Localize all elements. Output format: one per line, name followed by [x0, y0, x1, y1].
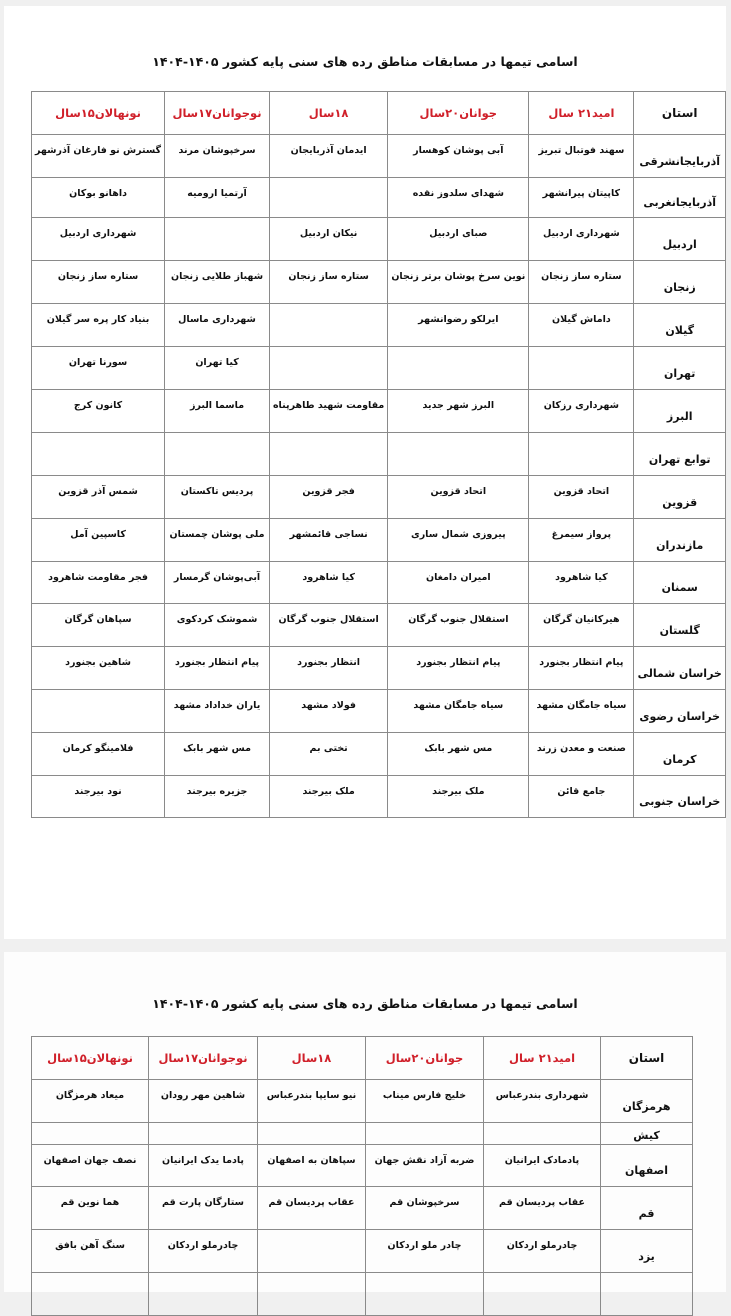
team-cell-nonahalan15: شهرداری اردبیل — [32, 218, 165, 261]
team-cell-omid21: پرواز سیمرغ — [529, 519, 634, 562]
team-cell-age18 — [258, 1230, 366, 1273]
province-cell: هرمزگان — [601, 1080, 693, 1123]
table-row — [32, 390, 726, 433]
table-row — [32, 135, 726, 178]
document-page-1 — [4, 6, 726, 939]
province-cell: زنجان — [634, 261, 726, 304]
table-row — [32, 1123, 693, 1145]
province-cell: تهران — [634, 347, 726, 390]
table-row — [32, 1145, 693, 1187]
team-cell-javanan20: اتحاد قزوین — [388, 476, 529, 519]
team-cell-omid21: هیرکانیان گرگان — [529, 604, 634, 647]
team-cell-javanan20: شهدای سلدوز نقده — [388, 178, 529, 218]
team-cell-nojavanan17: یاران خداداد مشهد — [165, 690, 270, 733]
team-cell-nojavanan17: شهباز طلایی زنجان — [165, 261, 270, 304]
team-cell-nonahalan15: فلامینگو کرمان — [32, 733, 165, 776]
team-cell-javanan20: ملک بیرجند — [388, 776, 529, 818]
team-cell-age18: تختی بم — [269, 733, 387, 776]
province-cell: کرمان — [634, 733, 726, 776]
team-cell-javanan20: ایرلکو رضوانشهر — [388, 304, 529, 347]
province-cell: سمنان — [634, 562, 726, 604]
team-cell-age18: استقلال جنوب گرگان — [269, 604, 387, 647]
page-title: اسامی تیمها در مسابقات مناطق رده های سنی پایه کشور ۱۴۰۵-۱۴۰۴ — [152, 54, 578, 69]
province-cell: گلستان — [634, 604, 726, 647]
team-cell-omid21: سیاه جامگان مشهد — [529, 690, 634, 733]
team-cell-age18 — [258, 1273, 366, 1316]
team-cell-omid21: داماش گیلان — [529, 304, 634, 347]
team-cell-nonahalan15: شاهین بجنورد — [32, 647, 165, 690]
province-cell — [601, 1273, 693, 1316]
team-cell-omid21: عقاب پردیسان قم — [484, 1187, 601, 1230]
team-cell-javanan20: ضربه آزاد نقش جهان — [366, 1145, 484, 1187]
header-province: استان — [634, 92, 726, 135]
table-row — [32, 776, 726, 818]
team-cell-nojavanan17: چادرملو اردکان — [149, 1230, 258, 1273]
team-cell-nojavanan17: آرتمیا ارومیه — [165, 178, 270, 218]
team-cell-omid21: صنعت و معدن زرند — [529, 733, 634, 776]
teams-table — [31, 1036, 693, 1316]
team-cell-omid21: اتحاد قزوین — [529, 476, 634, 519]
team-cell-omid21: سهند فوتبال تبریز — [529, 135, 634, 178]
team-cell-nojavanan17: ماسما البرز — [165, 390, 270, 433]
table-row — [32, 562, 726, 604]
team-cell-javanan20: صبای اردبیل — [388, 218, 529, 261]
team-cell-nojavanan17: شهرداری ماسال — [165, 304, 270, 347]
header-age18: ۱۸سال — [258, 1037, 366, 1080]
team-cell-nojavanan17: شاهین مهر رودان — [149, 1080, 258, 1123]
province-cell: توابع تهران — [634, 433, 726, 476]
team-cell-age18: فجر قزوین — [269, 476, 387, 519]
province-cell: گیلان — [634, 304, 726, 347]
team-cell-javanan20: نوین سرخ پوشان برتر زنجان — [388, 261, 529, 304]
team-cell-nojavanan17: پادما یدک ایرانیان — [149, 1145, 258, 1187]
team-cell-omid21: کاپیتان پیرانشهر — [529, 178, 634, 218]
team-cell-omid21: چادرملو اردکان — [484, 1230, 601, 1273]
team-cell-age18 — [258, 1123, 366, 1145]
team-cell-nonahalan15 — [32, 690, 165, 733]
team-cell-omid21: ستاره ساز زنجان — [529, 261, 634, 304]
teams-table — [31, 91, 726, 818]
team-cell-omid21 — [529, 347, 634, 390]
header-omid21: امید۲۱ سال — [529, 92, 634, 135]
header-nojavanan17: نوجوانان۱۷سال — [149, 1037, 258, 1080]
team-cell-nojavanan17: ستارگان پارت قم — [149, 1187, 258, 1230]
team-cell-javanan20: البرز شهر جدید — [388, 390, 529, 433]
header-nonahalan15: نونهالان۱۵سال — [32, 1037, 149, 1080]
team-cell-javanan20: آبی پوشان کوهسار — [388, 135, 529, 178]
team-cell-age18: انتظار بجنورد — [269, 647, 387, 690]
team-cell-javanan20: استقلال جنوب گرگان — [388, 604, 529, 647]
team-cell-nojavanan17: آبی‌پوشان گرمسار — [165, 562, 270, 604]
province-cell: مازندران — [634, 519, 726, 562]
team-cell-nonahalan15 — [32, 1123, 149, 1145]
table-row — [32, 519, 726, 562]
team-cell-javanan20 — [366, 1273, 484, 1316]
table-row — [32, 604, 726, 647]
team-cell-nojavanan17: کیا تهران — [165, 347, 270, 390]
table-body — [32, 1080, 693, 1316]
team-cell-nonahalan15: ستاره ساز زنجان — [32, 261, 165, 304]
header-omid21: امید۲۱ سال — [484, 1037, 601, 1080]
team-cell-nonahalan15 — [32, 1273, 149, 1316]
team-cell-nonahalan15: سنگ آهن بافق — [32, 1230, 149, 1273]
province-cell: البرز — [634, 390, 726, 433]
team-cell-javanan20: چادر ملو اردکان — [366, 1230, 484, 1273]
team-cell-nonahalan15: بنیاد کار پره سر گیلان — [32, 304, 165, 347]
team-cell-nojavanan17 — [149, 1123, 258, 1145]
team-cell-nonahalan15: میعاد هرمزگان — [32, 1080, 149, 1123]
table-row — [32, 261, 726, 304]
team-cell-age18: نیکان اردبیل — [269, 218, 387, 261]
team-cell-nojavanan17: جزیره بیرجند — [165, 776, 270, 818]
province-cell: قزوین — [634, 476, 726, 519]
team-cell-nonahalan15: گسترش نو فارغان آذرشهر — [32, 135, 165, 178]
team-cell-omid21: شهرداری بندرعباس — [484, 1080, 601, 1123]
team-cell-omid21 — [484, 1273, 601, 1316]
team-cell-nojavanan17 — [165, 218, 270, 261]
table-row — [32, 690, 726, 733]
team-cell-nojavanan17: سرخپوشان مرند — [165, 135, 270, 178]
team-cell-nojavanan17: شموشک کردکوی — [165, 604, 270, 647]
team-cell-javanan20 — [388, 433, 529, 476]
header-javanan20: جوانان۲۰سال — [366, 1037, 484, 1080]
team-cell-javanan20: امیران دامغان — [388, 562, 529, 604]
table-row — [32, 218, 726, 261]
team-cell-age18: کیا شاهرود — [269, 562, 387, 604]
team-cell-nojavanan17 — [165, 433, 270, 476]
province-cell: خراسان شمالی — [634, 647, 726, 690]
team-cell-omid21: پادمادک ایرانیان — [484, 1145, 601, 1187]
team-cell-nojavanan17: پیام انتظار بجنورد — [165, 647, 270, 690]
team-cell-age18: سپاهان به اصفهان — [258, 1145, 366, 1187]
team-cell-nonahalan15: فجر مقاومت شاهرود — [32, 562, 165, 604]
team-cell-omid21: کیا شاهرود — [529, 562, 634, 604]
team-cell-age18: ستاره ساز زنجان — [269, 261, 387, 304]
team-cell-age18: فولاد مشهد — [269, 690, 387, 733]
team-cell-age18: نساجی قائمشهر — [269, 519, 387, 562]
team-cell-omid21: شهرداری اردبیل — [529, 218, 634, 261]
team-cell-age18: مقاومت شهید طاهرپناه — [269, 390, 387, 433]
team-cell-nojavanan17: ملی پوشان چمستان — [165, 519, 270, 562]
team-cell-age18: ملک بیرجند — [269, 776, 387, 818]
province-cell: خراسان جنوبی — [634, 776, 726, 818]
team-cell-javanan20 — [366, 1123, 484, 1145]
team-cell-omid21 — [484, 1123, 601, 1145]
team-cell-nonahalan15: سپاهان گرگان — [32, 604, 165, 647]
team-cell-nonahalan15: شمس آذر قزوین — [32, 476, 165, 519]
header-age18: ۱۸سال — [269, 92, 387, 135]
team-cell-javanan20 — [388, 347, 529, 390]
table-header-row — [32, 92, 726, 135]
team-cell-omid21: جامع قائن — [529, 776, 634, 818]
team-cell-age18: عقاب پردیسان قم — [258, 1187, 366, 1230]
team-cell-age18: ایدمان آذربایجان — [269, 135, 387, 178]
team-cell-nonahalan15 — [32, 433, 165, 476]
team-cell-javanan20: سرخپوشان قم — [366, 1187, 484, 1230]
table-row — [32, 433, 726, 476]
table-row — [32, 1230, 693, 1273]
team-cell-nonahalan15: سورنا تهران — [32, 347, 165, 390]
team-cell-javanan20: خلیج فارس میناب — [366, 1080, 484, 1123]
province-cell: آذربایجانشرقی — [634, 135, 726, 178]
table-row — [32, 1080, 693, 1123]
team-cell-age18 — [269, 347, 387, 390]
team-cell-nonahalan15: نصف جهان اصفهان — [32, 1145, 149, 1187]
team-cell-age18 — [269, 178, 387, 218]
table-row — [32, 733, 726, 776]
team-cell-nojavanan17 — [149, 1273, 258, 1316]
team-cell-nonahalan15: هما نوین قم — [32, 1187, 149, 1230]
province-cell: یزد — [601, 1230, 693, 1273]
team-cell-nonahalan15: کاسپین آمل — [32, 519, 165, 562]
document-page-2 — [4, 952, 726, 1292]
table-row — [32, 347, 726, 390]
table-row — [32, 178, 726, 218]
team-cell-javanan20: سیاه جامگان مشهد — [388, 690, 529, 733]
team-cell-age18: نیو سایپا بندرعباس — [258, 1080, 366, 1123]
team-cell-age18 — [269, 304, 387, 347]
header-javanan20: جوانان۲۰سال — [388, 92, 529, 135]
table-row — [32, 476, 726, 519]
province-cell: قم — [601, 1187, 693, 1230]
team-cell-javanan20: مس شهر بابک — [388, 733, 529, 776]
team-cell-omid21: شهرداری رزکان — [529, 390, 634, 433]
table-row — [32, 1187, 693, 1230]
team-cell-nonahalan15: داهانو بوکان — [32, 178, 165, 218]
province-cell: کیش — [601, 1123, 693, 1145]
page-title: اسامی تیمها در مسابقات مناطق رده های سنی پایه کشور ۱۴۰۵-۱۴۰۴ — [152, 996, 578, 1011]
team-cell-javanan20: پیروزی شمال ساری — [388, 519, 529, 562]
team-cell-omid21 — [529, 433, 634, 476]
team-cell-javanan20: پیام انتظار بجنورد — [388, 647, 529, 690]
table-row — [32, 1273, 693, 1316]
province-cell: خراسان رضوی — [634, 690, 726, 733]
province-cell: اصفهان — [601, 1145, 693, 1187]
team-cell-nojavanan17: پردیس تاکستان — [165, 476, 270, 519]
province-cell: اردبیل — [634, 218, 726, 261]
header-nojavanan17: نوجوانان۱۷سال — [165, 92, 270, 135]
table-row — [32, 304, 726, 347]
team-cell-age18 — [269, 433, 387, 476]
team-cell-omid21: پیام انتظار بجنورد — [529, 647, 634, 690]
team-cell-nonahalan15: کانون کرج — [32, 390, 165, 433]
team-cell-nojavanan17: مس شهر بابک — [165, 733, 270, 776]
header-nonahalan15: نونهالان۱۵سال — [32, 92, 165, 135]
header-province: استان — [601, 1037, 693, 1080]
province-cell: آذربایجانغربی — [634, 178, 726, 218]
table-header-row — [32, 1037, 693, 1080]
team-cell-nonahalan15: نود بیرجند — [32, 776, 165, 818]
table-row — [32, 647, 726, 690]
table-body — [32, 135, 726, 818]
